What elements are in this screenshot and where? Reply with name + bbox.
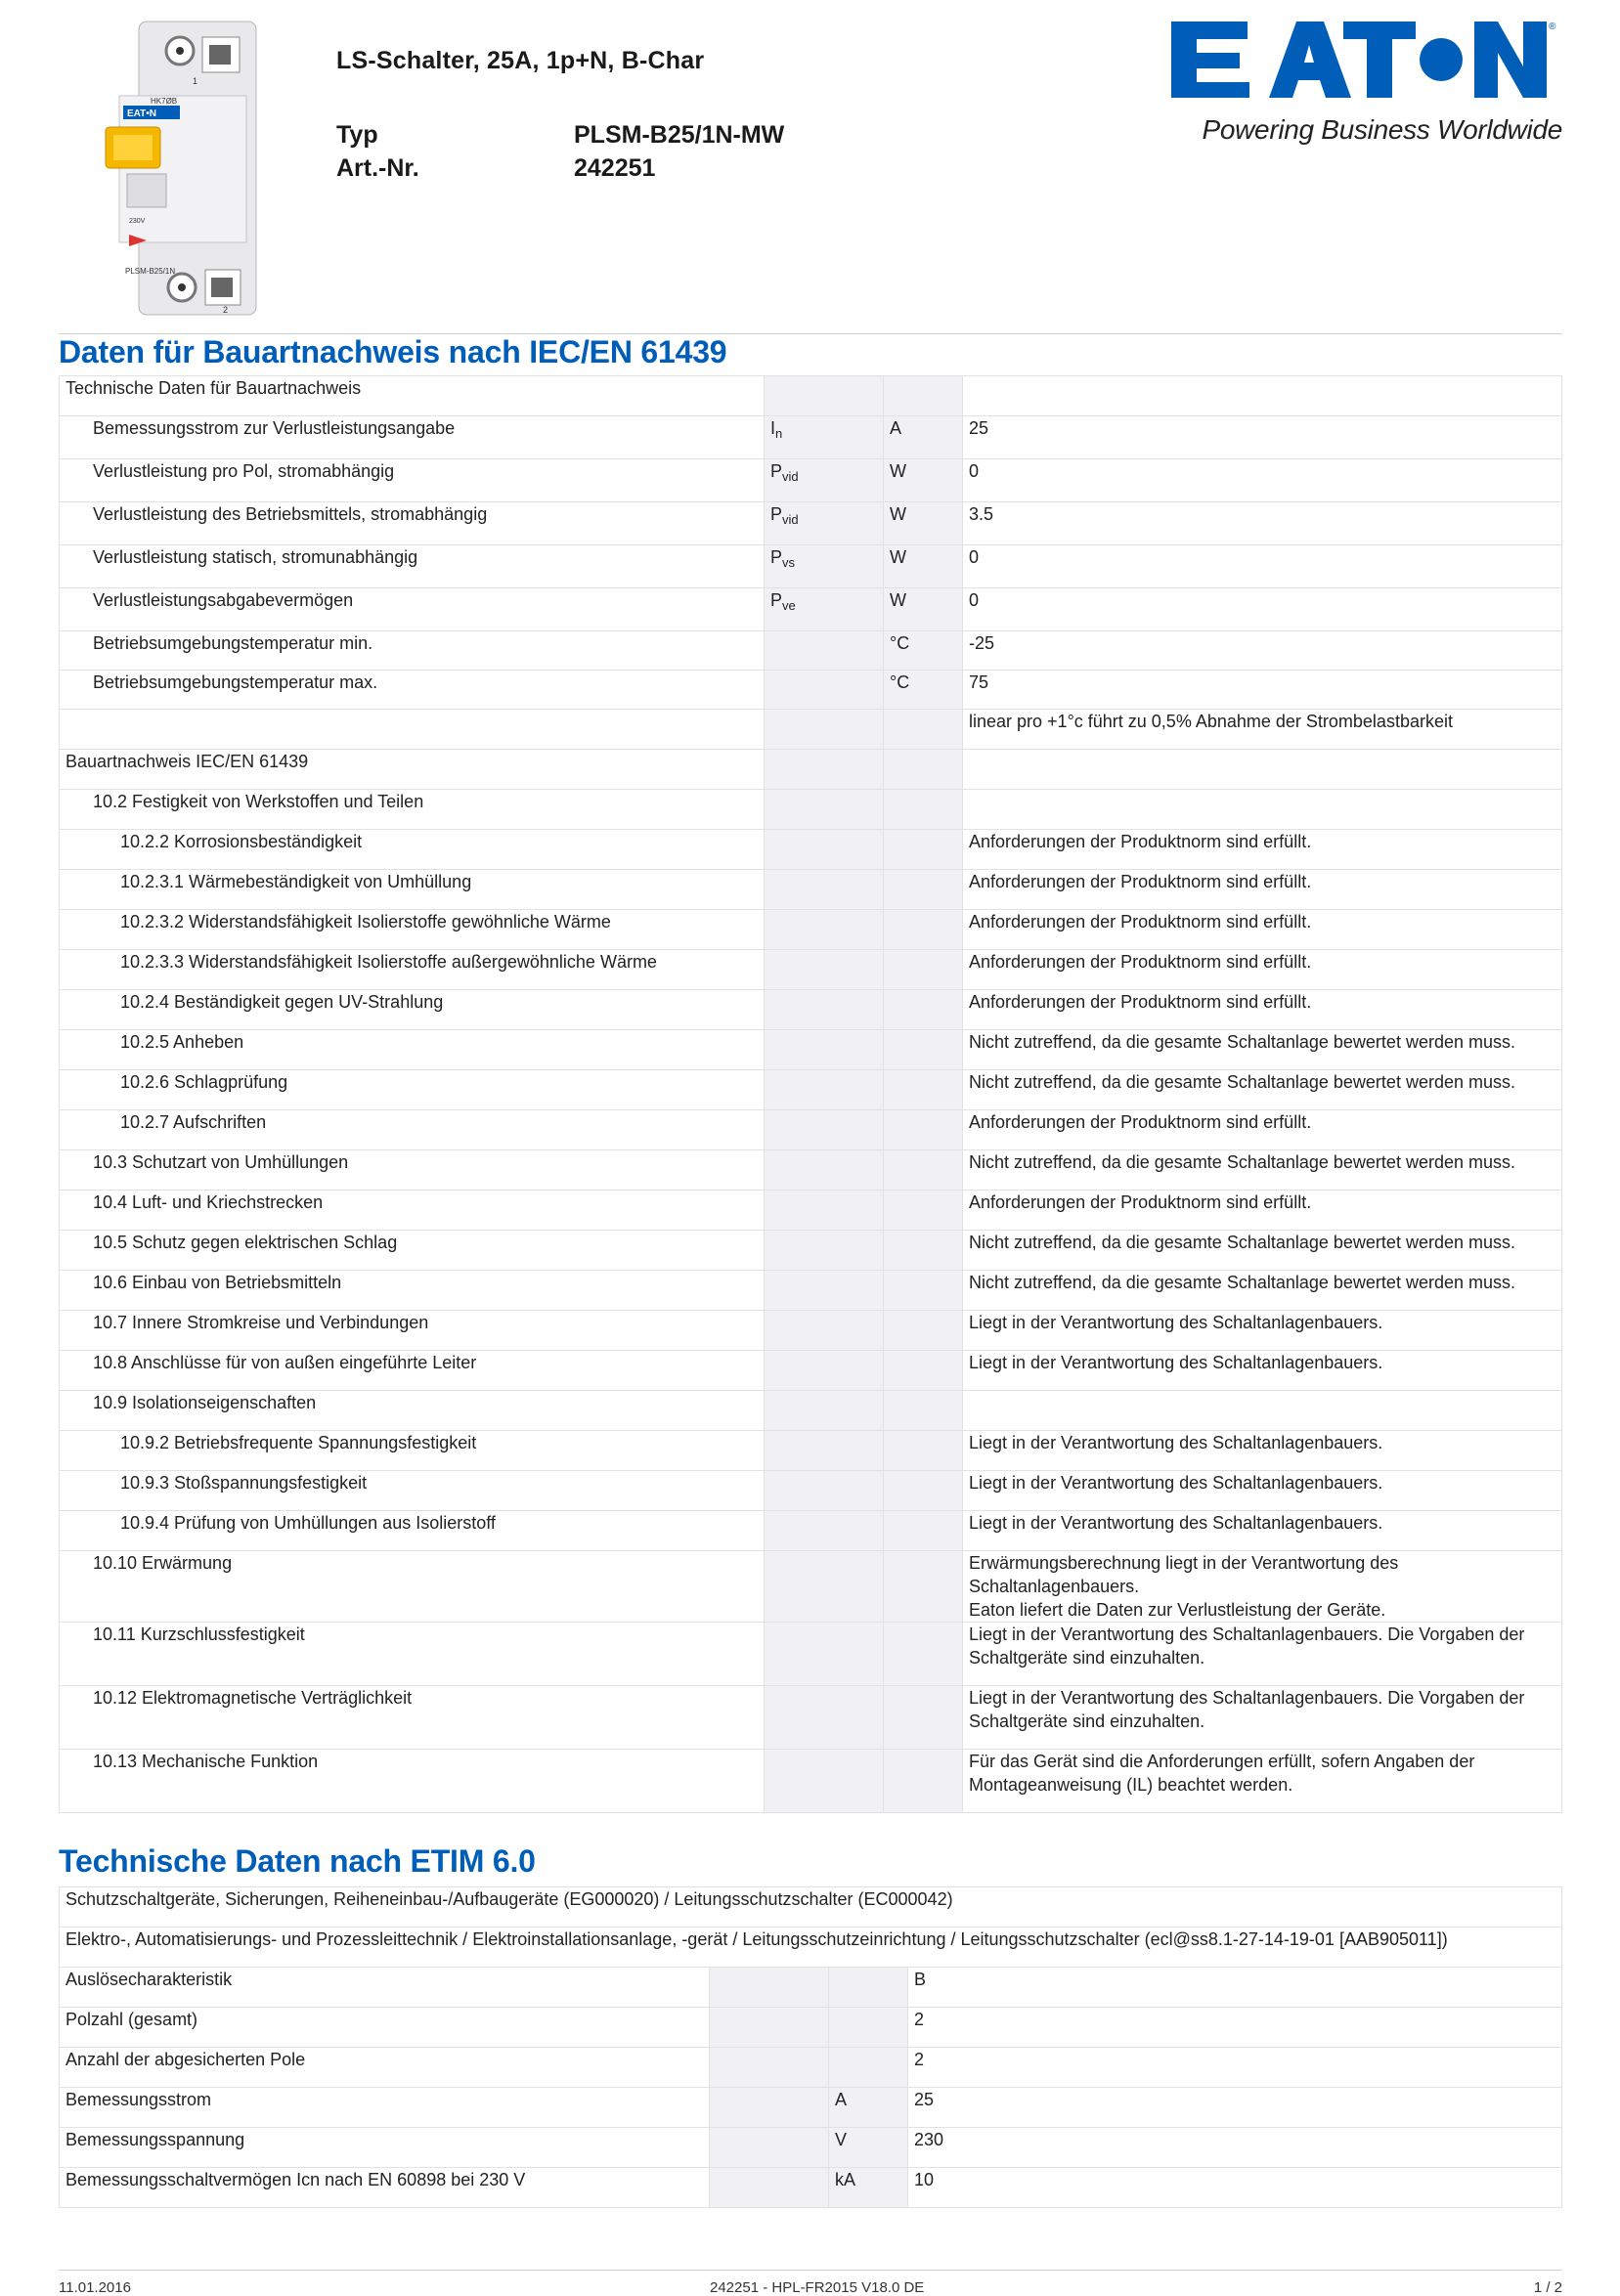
spec-symbol (765, 588, 884, 631)
symbol-subscript: n (775, 426, 783, 441)
spec-symbol (765, 1150, 884, 1191)
spec-symbol (765, 459, 884, 502)
spec-symbol (765, 1311, 884, 1351)
spec-unit (884, 950, 963, 990)
spec-row (60, 1070, 1562, 1110)
spec-value: Liegt in der Verantwortung des Schaltanlagenbauers. (963, 1511, 1562, 1551)
bauartnachweis-table (59, 375, 1562, 1813)
spec-unit: W (884, 502, 963, 545)
spec-unit (884, 1431, 963, 1471)
spec-symbol (765, 502, 884, 545)
spec-value: Liegt in der Verantwortung des Schaltanlagenbauers. (963, 1351, 1562, 1391)
spec-symbol (765, 1391, 884, 1431)
etim-row (60, 2088, 1562, 2128)
spec-row (60, 1271, 1562, 1311)
spec-row (60, 1191, 1562, 1231)
etim-unit (829, 2008, 908, 2048)
spec-row (60, 671, 1562, 710)
spec-value: Anforderungen der Produktnorm sind erfüllt. (963, 910, 1562, 950)
spec-value: Liegt in der Verantwortung des Schaltanlagenbauers. (963, 1431, 1562, 1471)
etim-unit (829, 1968, 908, 2008)
spec-unit (884, 830, 963, 870)
etim-label: Polzahl (gesamt) (60, 2008, 710, 2048)
spec-row (60, 376, 1562, 416)
spec-unit (884, 1686, 963, 1750)
spec-label: Technische Daten für Bauartnachweis (60, 376, 765, 416)
spec-symbol (765, 1070, 884, 1110)
spec-symbol (765, 990, 884, 1030)
spec-symbol (765, 1750, 884, 1813)
spec-row (60, 631, 1562, 671)
spec-value: Anforderungen der Produktnorm sind erfüllt. (963, 1110, 1562, 1150)
symbol-subscript: vid (782, 512, 799, 527)
spec-unit (884, 1551, 963, 1623)
spec-unit: W (884, 588, 963, 631)
spec-unit (884, 1030, 963, 1070)
spec-value: 0 (963, 459, 1562, 502)
spec-row (60, 588, 1562, 631)
spec-row (60, 1750, 1562, 1813)
spec-symbol (765, 870, 884, 910)
symbol-subscript: vs (782, 555, 796, 570)
spec-symbol (765, 1030, 884, 1070)
spec-row (60, 950, 1562, 990)
spec-row (60, 459, 1562, 502)
spec-unit: W (884, 545, 963, 588)
etim-row (60, 2128, 1562, 2168)
spec-label: 10.4 Luft- und Kriechstrecken (60, 1191, 765, 1231)
spec-symbol (765, 750, 884, 790)
spec-label: 10.3 Schutzart von Umhüllungen (60, 1150, 765, 1191)
spec-label: 10.12 Elektromagnetische Verträglichkeit (60, 1686, 765, 1750)
spec-value: Nicht zutreffend, da die gesamte Schaltanlage bewertet werden muss. (963, 1030, 1562, 1070)
spec-unit (884, 1623, 963, 1686)
tagline: Powering Business Worldwide (1202, 114, 1562, 145)
spec-value: Nicht zutreffend, da die gesamte Schaltanlage bewertet werden muss. (963, 1231, 1562, 1271)
spec-label: Verlustleistung statisch, stromunabhängig (60, 545, 765, 588)
spec-value: Nicht zutreffend, da die gesamte Schaltanlage bewertet werden muss. (963, 1150, 1562, 1191)
symbol-subscript: vid (782, 469, 799, 484)
spec-symbol (765, 950, 884, 990)
etim-label: Anzahl der abgesicherten Pole (60, 2048, 710, 2088)
footer-page: 1 / 2 (1533, 2279, 1562, 2296)
spec-unit (884, 1271, 963, 1311)
spec-unit (884, 1231, 963, 1271)
spec-symbol (765, 1191, 884, 1231)
etim-value: 2 (908, 2048, 1562, 2088)
spec-label: Bemessungsstrom zur Verlustleistungsangabe (60, 416, 765, 459)
spec-label: 10.6 Einbau von Betriebsmitteln (60, 1271, 765, 1311)
spec-symbol (765, 631, 884, 671)
spec-label: 10.2.2 Korrosionsbeständigkeit (60, 830, 765, 870)
etim-classification-row (60, 1887, 1562, 1928)
spec-value: Liegt in der Verantwortung des Schaltanlagenbauers. (963, 1311, 1562, 1351)
spec-row (60, 1351, 1562, 1391)
spec-value: 0 (963, 588, 1562, 631)
spec-symbol (765, 1551, 884, 1623)
spec-row (60, 416, 1562, 459)
spec-unit (884, 1511, 963, 1551)
spec-symbol (765, 1686, 884, 1750)
spec-row (60, 910, 1562, 950)
etim-label: Bemessungsstrom (60, 2088, 710, 2128)
spec-unit: A (884, 416, 963, 459)
spec-label: 10.2.4 Beständigkeit gegen UV-Strahlung (60, 990, 765, 1030)
spec-row (60, 1110, 1562, 1150)
footer-date: 11.01.2016 (59, 2279, 131, 2296)
spec-row (60, 1511, 1562, 1551)
etim-value: B (908, 1968, 1562, 2008)
spec-symbol (765, 1271, 884, 1311)
spec-unit (884, 1351, 963, 1391)
etim-symbol (710, 2008, 829, 2048)
spec-row (60, 1231, 1562, 1271)
spec-label: 10.2.3.1 Wärmebeständigkeit von Umhüllung (60, 870, 765, 910)
spec-label: 10.2.5 Anheben (60, 1030, 765, 1070)
type-value: PLSM-B25/1N-MW (574, 121, 785, 149)
spec-unit: W (884, 459, 963, 502)
etim-symbol (710, 2088, 829, 2128)
spec-symbol (765, 1110, 884, 1150)
etim-value: 10 (908, 2168, 1562, 2208)
spec-label: Verlustleistungsabgabevermögen (60, 588, 765, 631)
spec-symbol (765, 1623, 884, 1686)
spec-label: 10.2.7 Aufschriften (60, 1110, 765, 1150)
etim-symbol (710, 2168, 829, 2208)
spec-label: Betriebsumgebungstemperatur max. (60, 671, 765, 710)
spec-unit: °C (884, 631, 963, 671)
etim-row (60, 2008, 1562, 2048)
footer-doc-id: 242251 - HPL-FR2015 V18.0 DE (710, 2279, 925, 2296)
spec-symbol (765, 1431, 884, 1471)
spec-symbol (765, 910, 884, 950)
spec-value (963, 376, 1562, 416)
spec-value (963, 750, 1562, 790)
spec-label: 10.8 Anschlüsse für von außen eingeführte Leiter (60, 1351, 765, 1391)
spec-row (60, 1030, 1562, 1070)
spec-unit (884, 870, 963, 910)
spec-symbol (765, 671, 884, 710)
spec-unit (884, 710, 963, 750)
spec-label (60, 710, 765, 750)
svg-text:PLSM-B25/1N: PLSM-B25/1N (125, 267, 176, 276)
spec-symbol (765, 790, 884, 830)
etim-symbol (710, 1968, 829, 2008)
spec-value: -25 (963, 631, 1562, 671)
artnr-value: 242251 (574, 154, 656, 182)
svg-text:HK7ØB: HK7ØB (151, 97, 178, 106)
product-title: LS-Schalter, 25A, 1p+N, B-Char (336, 47, 705, 74)
svg-text:230V: 230V (129, 218, 146, 225)
spec-label: 10.11 Kurzschlussfestigkeit (60, 1623, 765, 1686)
spec-row (60, 1391, 1562, 1431)
spec-row (60, 1686, 1562, 1750)
svg-text:1: 1 (193, 76, 198, 86)
spec-label: 10.2.3.2 Widerstandsfähigkeit Isolierstoffe gewöhnliche Wärme (60, 910, 765, 950)
spec-value: Anforderungen der Produktnorm sind erfüllt. (963, 950, 1562, 990)
spec-value: 3.5 (963, 502, 1562, 545)
spec-unit (884, 1150, 963, 1191)
etim-unit: A (829, 2088, 908, 2128)
spec-row (60, 1150, 1562, 1191)
etim-unit: kA (829, 2168, 908, 2208)
product-image (100, 18, 261, 323)
footer-divider (59, 2270, 1562, 2271)
spec-value: Anforderungen der Produktnorm sind erfüllt. (963, 990, 1562, 1030)
spec-unit (884, 1311, 963, 1351)
spec-value: Nicht zutreffend, da die gesamte Schaltanlage bewertet werden muss. (963, 1070, 1562, 1110)
etim-symbol (710, 2048, 829, 2088)
spec-label: 10.9 Isolationseigenschaften (60, 1391, 765, 1431)
spec-value: linear pro +1°c führt zu 0,5% Abnahme der Strombelastbarkeit (963, 710, 1562, 750)
spec-unit: °C (884, 671, 963, 710)
spec-label: Verlustleistung pro Pol, stromabhängig (60, 459, 765, 502)
spec-value: 0 (963, 545, 1562, 588)
header (59, 0, 1562, 328)
spec-row (60, 1551, 1562, 1623)
spec-unit (884, 376, 963, 416)
spec-value (963, 790, 1562, 830)
symbol-text: P (770, 590, 783, 610)
spec-row (60, 990, 1562, 1030)
section-title-etim: Technische Daten nach ETIM 6.0 (59, 1843, 536, 1879)
etim-label: Bemessungsspannung (60, 2128, 710, 2168)
spec-unit (884, 1391, 963, 1431)
etim-unit (829, 2048, 908, 2088)
spec-label: 10.9.2 Betriebsfrequente Spannungsfestigkeit (60, 1431, 765, 1471)
spec-symbol (765, 545, 884, 588)
spec-symbol (765, 1231, 884, 1271)
spec-value: Erwärmungsberechnung liegt in der Verantwortung des Schaltanlagenbauers. Eaton liefert die Daten zur Verlustleistung der Geräte. (963, 1551, 1562, 1623)
spec-row (60, 710, 1562, 750)
spec-value: 25 (963, 416, 1562, 459)
spec-unit (884, 750, 963, 790)
etim-classification: Schutzschaltgeräte, Sicherungen, Reiheneinbau-/Aufbaugeräte (EG000020) / Leitungsschutzschalter (EC000042) (60, 1887, 1562, 1928)
spec-symbol (765, 1471, 884, 1511)
spec-unit (884, 1191, 963, 1231)
spec-row (60, 502, 1562, 545)
spec-value (963, 1391, 1562, 1431)
datasheet-page (59, 0, 1562, 2296)
spec-value: 75 (963, 671, 1562, 710)
section-title-bauartnachweis: Daten für Bauartnachweis nach IEC/EN 61439 (59, 334, 727, 369)
spec-label: 10.10 Erwärmung (60, 1551, 765, 1623)
spec-symbol (765, 830, 884, 870)
spec-unit (884, 1471, 963, 1511)
spec-label: 10.2.6 Schlagprüfung (60, 1070, 765, 1110)
spec-label: Verlustleistung des Betriebsmittels, stromabhängig (60, 502, 765, 545)
etim-value: 25 (908, 2088, 1562, 2128)
spec-row (60, 545, 1562, 588)
spec-unit (884, 910, 963, 950)
symbol-text: I (770, 418, 776, 438)
etim-unit: V (829, 2128, 908, 2168)
trademark: ® (1549, 22, 1556, 32)
spec-row (60, 1311, 1562, 1351)
spec-label: 10.2 Festigkeit von Werkstoffen und Teilen (60, 790, 765, 830)
symbol-subscript: ve (782, 598, 796, 613)
spec-label: 10.9.4 Prüfung von Umhüllungen aus Isolierstoff (60, 1511, 765, 1551)
spec-row (60, 750, 1562, 790)
spec-value: Anforderungen der Produktnorm sind erfüllt. (963, 870, 1562, 910)
spec-value: Für das Gerät sind die Anforderungen erfüllt, sofern Angaben der Montageanweisung (IL) beachtet werden. (963, 1750, 1562, 1813)
spec-unit (884, 1110, 963, 1150)
spec-unit (884, 990, 963, 1030)
etim-classification-row (60, 1928, 1562, 1968)
artnr-label: Art.-Nr. (336, 154, 419, 182)
spec-label: Bauartnachweis IEC/EN 61439 (60, 750, 765, 790)
spec-value: Liegt in der Verantwortung des Schaltanlagenbauers. (963, 1471, 1562, 1511)
svg-text:EAT•N: EAT•N (127, 108, 156, 119)
etim-value: 2 (908, 2008, 1562, 2048)
spec-value: Anforderungen der Produktnorm sind erfüllt. (963, 830, 1562, 870)
svg-text:2: 2 (223, 305, 229, 315)
etim-row (60, 2168, 1562, 2208)
type-label: Typ (336, 121, 378, 149)
spec-label: 10.7 Innere Stromkreise und Verbindungen (60, 1311, 765, 1351)
spec-unit (884, 1750, 963, 1813)
spec-symbol (765, 416, 884, 459)
etim-row (60, 1968, 1562, 2008)
spec-value: Nicht zutreffend, da die gesamte Schaltanlage bewertet werden muss. (963, 1271, 1562, 1311)
etim-symbol (710, 2128, 829, 2168)
spec-label: 10.13 Mechanische Funktion (60, 1750, 765, 1813)
spec-unit (884, 790, 963, 830)
spec-row (60, 1623, 1562, 1686)
spec-label: 10.5 Schutz gegen elektrischen Schlag (60, 1231, 765, 1271)
spec-value: Anforderungen der Produktnorm sind erfüllt. (963, 1191, 1562, 1231)
spec-label: Betriebsumgebungstemperatur min. (60, 631, 765, 671)
symbol-text: P (770, 461, 783, 481)
spec-row (60, 830, 1562, 870)
etim-label: Auslösecharakteristik (60, 1968, 710, 2008)
spec-row (60, 790, 1562, 830)
etim-value: 230 (908, 2128, 1562, 2168)
etim-classification: Elektro-, Automatisierungs- und Prozessleittechnik / Elektroinstallationsanlage, -gerät / Leitungsschutzeinrichtung / Leitungsschutzschalter (ecl@ss8.1-27-14-19-01 [AAB905011]) (60, 1928, 1562, 1968)
spec-symbol (765, 710, 884, 750)
etim-table (59, 1886, 1562, 2208)
etim-row (60, 2048, 1562, 2088)
spec-symbol (765, 376, 884, 416)
spec-value: Liegt in der Verantwortung des Schaltanlagenbauers. Die Vorgaben der Schaltgeräte sind einzuhalten. (963, 1623, 1562, 1686)
spec-row (60, 1471, 1562, 1511)
symbol-text: P (770, 504, 783, 524)
spec-row (60, 870, 1562, 910)
spec-label: 10.2.3.3 Widerstandsfähigkeit Isolierstoffe außergewöhnliche Wärme (60, 950, 765, 990)
spec-symbol (765, 1351, 884, 1391)
spec-value: Liegt in der Verantwortung des Schaltanlagenbauers. Die Vorgaben der Schaltgeräte sind einzuhalten. (963, 1686, 1562, 1750)
spec-row (60, 1431, 1562, 1471)
spec-label: 10.9.3 Stoßspannungsfestigkeit (60, 1471, 765, 1511)
etim-label: Bemessungsschaltvermögen Icn nach EN 60898 bei 230 V (60, 2168, 710, 2208)
spec-symbol (765, 1511, 884, 1551)
symbol-text: P (770, 547, 783, 567)
spec-unit (884, 1070, 963, 1110)
